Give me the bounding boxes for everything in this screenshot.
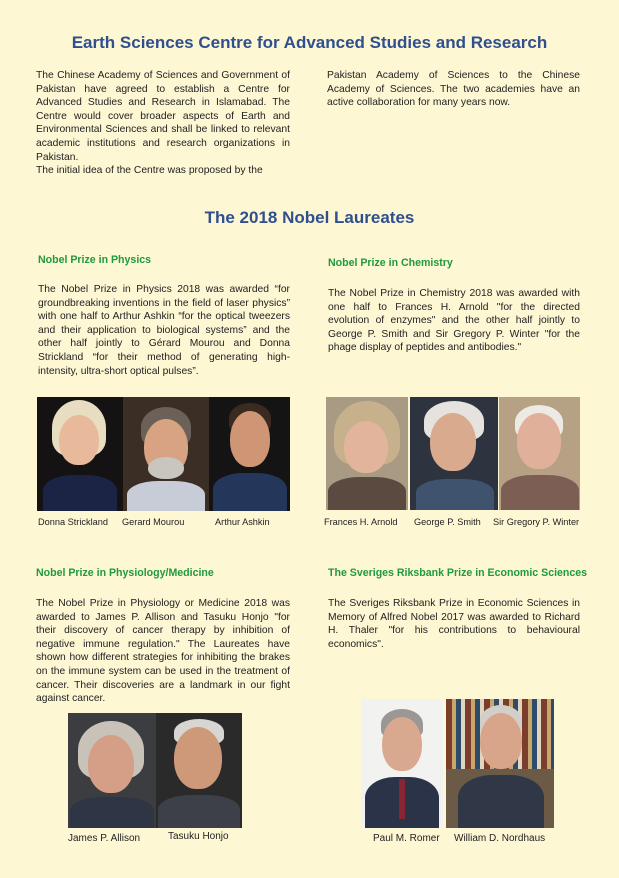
physics-heading: Nobel Prize in Physics [38, 254, 152, 266]
portrait-gregory-winter [499, 397, 580, 510]
chemistry-heading: Nobel Prize in Chemistry [328, 257, 453, 269]
economics-text: The Sveriges Riksbank Prize in Economic Sciences in Memory of Alfred Nobel 2017 was awarded to Richard H. Thaler "for his contributions to behavioural economics". [328, 598, 580, 650]
portrait-tasuku-honjo [156, 713, 242, 828]
intro-right-text: Pakistan Academy of Sciences to the Chinese Academy of Sciences. The two academies have an active collaboration for many years now. [327, 70, 580, 109]
caption-george-smith: George P. Smith [414, 517, 481, 527]
caption-james-allison: James P. Allison [68, 833, 141, 844]
portrait-gerard-mourou [123, 397, 209, 511]
caption-frances-arnold: Frances H. Arnold [324, 517, 398, 527]
portrait-james-allison [68, 713, 156, 828]
chemistry-text: The Nobel Prize in Chemistry 2018 was awarded with one half to Frances H. Arnold "for the directed evolution of enzymes" and the other half jointly to George P. Smith and Sir Gregory P. Winter "for the phage display of peptides and antibodies." [328, 288, 580, 354]
caption-tasuku-honjo: Tasuku Honjo [168, 831, 229, 842]
laureates-title: The 2018 Nobel Laureates [204, 208, 415, 227]
caption-donna-strickland: Donna Strickland [38, 517, 108, 527]
medicine-text: The Nobel Prize in Physiology or Medicine 2018 was awarded to James P. Allison and Tasuku Honjo "for their discovery of cancer therapy by inhibition of negative immune regulation." The Laureates have shown how different strategies for inhibiting the brakes on the immune system can be used in the treatment of cancer. Their discoveries are a landmark in our fight against cancer. [36, 598, 290, 705]
caption-arthur-ashkin: Arthur Ashkin [215, 517, 270, 527]
medicine-heading: Nobel Prize in Physiology/Medicine [36, 567, 214, 579]
intro-left-text: The Chinese Academy of Sciences and Government of Pakistan have agreed to establish a Centre for Advanced Studies and Research in Islamabad. The Centre would cover broader aspects of Earth and Environmental Sciences and shall be linked to relevant academic institutions and research organizations in Pakistan. The initial idea of the Centre was proposed by the [36, 70, 290, 177]
physics-text: The Nobel Prize in Physics 2018 was awarded “for groundbreaking inventions in the field of laser physics” with one half to Arthur Ashkin “for the optical tweezers and their application to biological systems” and the other half jointly to Gérard Mourou and Donna Strickland “for their method of generating high-intensity, ultra-short optical pulses”. [38, 284, 290, 377]
caption-william-nordhaus: William D. Nordhaus [454, 833, 546, 844]
physics-photo [37, 397, 290, 511]
portrait-frances-arnold [326, 397, 408, 510]
economics-heading: The Sveriges Riksbank Prize in Economic Sciences [328, 567, 588, 579]
page-title: Earth Sciences Centre for Advanced Studies and Research [71, 33, 548, 52]
caption-gerard-mourou: Gerard Mourou [122, 517, 185, 527]
portrait-paul-romer [361, 699, 443, 828]
portrait-william-nordhaus [446, 699, 554, 828]
medicine-photo [68, 713, 242, 828]
portrait-arthur-ashkin [209, 397, 290, 511]
caption-paul-romer: Paul M. Romer [373, 833, 440, 844]
portrait-george-smith [410, 397, 498, 510]
portrait-donna-strickland [37, 397, 123, 511]
caption-gregory-winter: Sir Gregory P. Winter [493, 517, 580, 527]
